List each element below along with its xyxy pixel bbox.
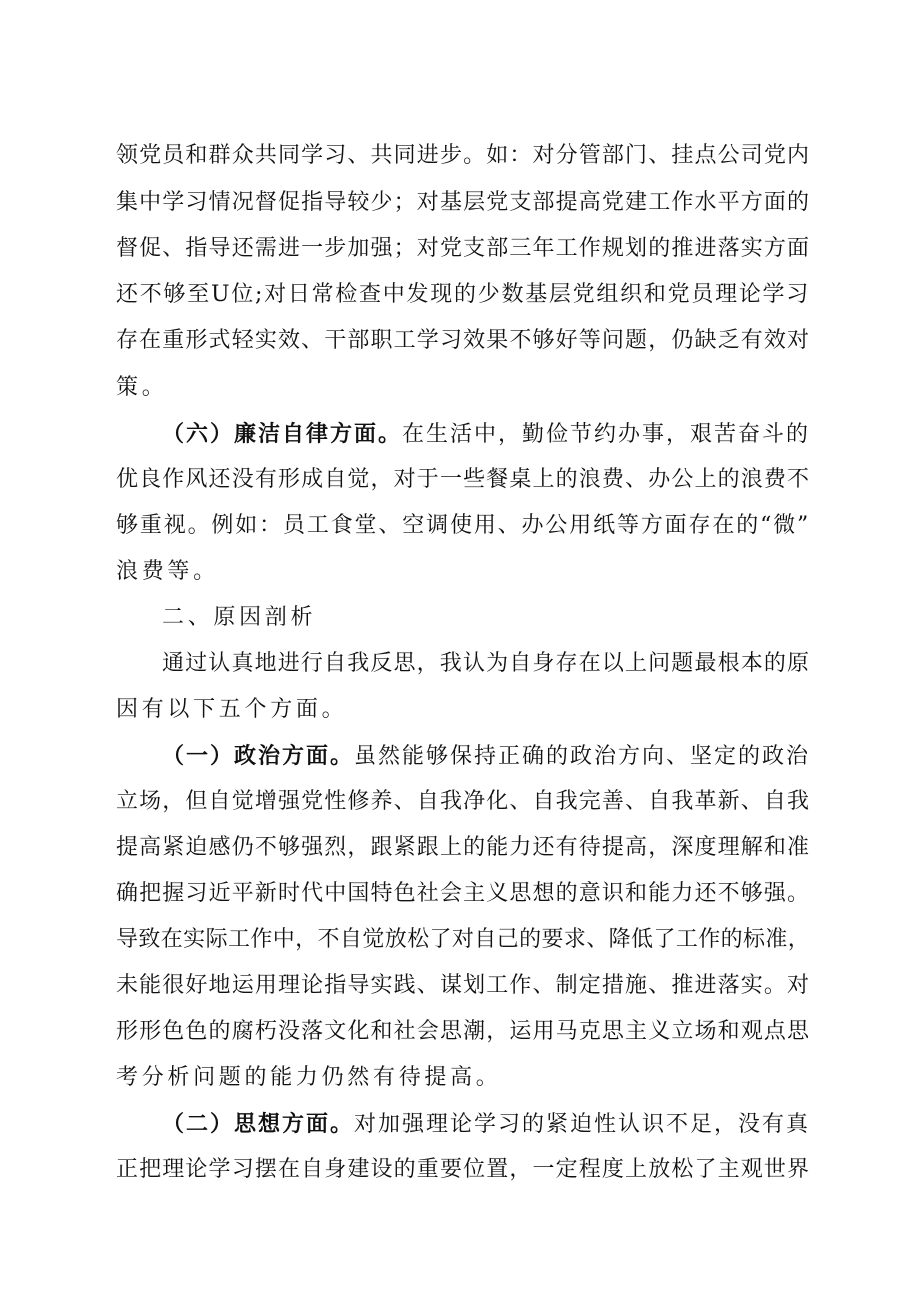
body-text-line: 未能很好地运用理论指导实践、谋划工作、制定措施、推进落实。对 — [116, 973, 810, 998]
body-text: 在生活中，勤俭节约办事，艰苦奋斗的 — [402, 422, 810, 447]
body-text-line: 确把握习近平新时代中国特色社会主义思想的意识和能力还不够强。 — [116, 881, 810, 906]
section-heading: （六）廉洁自律方面。 — [162, 421, 403, 447]
body-text-line: 督促、指导还需进一步加强；对党支部三年工作规划的推进落实方面 — [116, 236, 810, 261]
body-text-line: 存在重形式轻实效、干部职工学习效果不够好等问题，仍缺乏有效对 — [116, 328, 810, 353]
body-text: 对加强理论学习的紧迫性认识不足，没有真 — [354, 1112, 810, 1137]
body-text-line: 策。 — [116, 375, 168, 400]
body-text-line: 领党员和群众共同学习、共同进步。如：对分管部门、挂点公司党内 — [116, 143, 810, 168]
body-text-line: 集中学习情况督促指导较少；对基层党支部提高党建工作水平方面的 — [116, 190, 810, 215]
body-text-line: 考分析问题的能力仍然有待提高。 — [116, 1065, 502, 1090]
body-text-line: 提高紧迫感仍不够强烈，跟紧跟上的能力还有待提高，深度理解和准 — [116, 835, 810, 860]
body-text-line: 浪费等。 — [116, 559, 219, 584]
body-text-line: 还不够至U位;对日常检查中发现的少数基层党组织和党员理论学习 — [116, 282, 810, 307]
paragraph-first-line — [162, 414, 810, 454]
section-heading: （二）思想方面。 — [162, 1111, 355, 1137]
body-text-line: 通过认真地进行自我反思，我认为自身存在以上问题最根本的原 — [162, 651, 810, 676]
body-text-line: 导致在实际工作中，不自觉放松了对自己的要求、降低了工作的标准， — [116, 927, 810, 952]
body-text-line: 因有以下五个方面。 — [116, 697, 348, 722]
body-text: 虽然能够保持正确的政治方向、坚定的政治 — [354, 744, 810, 769]
body-text-line: 立场，但自觉增强党性修养、自我净化、自我完善、自我革新、自我 — [116, 789, 810, 814]
paragraph-first-line — [162, 1104, 810, 1144]
section-title: 二、原因剖析 — [162, 605, 317, 630]
body-text-line: 优良作风还没有形成自觉，对于一些餐桌上的浪费、办公上的浪费不 — [116, 467, 810, 492]
body-text-line: 够重视。例如：员工食堂、空调使用、办公用纸等方面存在的“微” — [116, 513, 810, 538]
section-heading: （一）政治方面。 — [162, 743, 355, 769]
body-text-line: 正把理论学习摆在自身建设的重要位置，一定程度上放松了主观世界 — [116, 1157, 810, 1182]
paragraph-first-line — [162, 736, 810, 776]
body-text-line: 形形色色的腐朽没落文化和社会思潮，运用马克思主义立场和观点思 — [116, 1019, 810, 1044]
